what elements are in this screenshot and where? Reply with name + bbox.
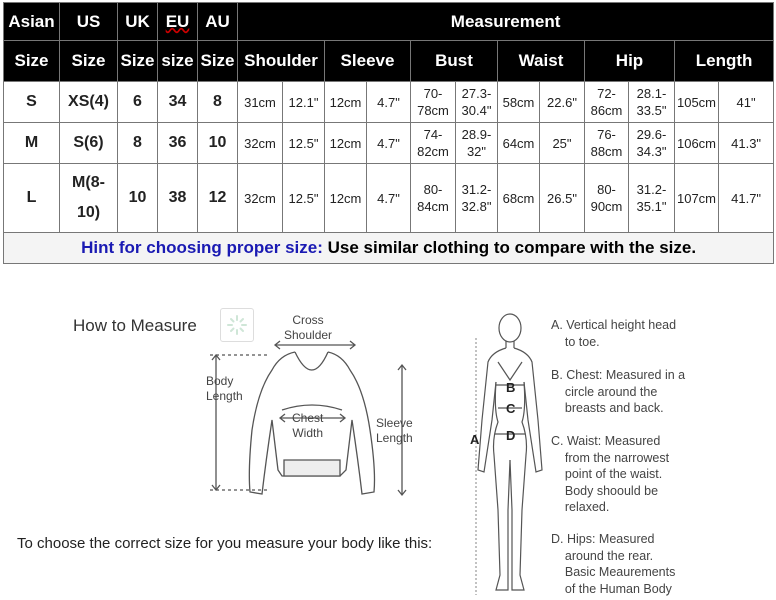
size-asian-cell: M: [4, 123, 60, 164]
measurement-cell: 106cm: [675, 123, 719, 164]
note-height: A. Vertical height head to toe.: [551, 318, 677, 349]
measurement-cell: 64cm: [498, 123, 540, 164]
size-asian-cell: S: [4, 82, 60, 123]
hint-label: Hint for choosing proper size:: [81, 238, 323, 257]
measurement-cell: 41.7": [719, 164, 774, 233]
header-measurement: Measurement: [238, 3, 774, 41]
measurement-cell: 31.2- 35.1": [629, 164, 675, 233]
measurement-cell: 12cm: [325, 82, 367, 123]
measurement-cell: 32cm: [238, 164, 283, 233]
measurement-cell: 105cm: [675, 82, 719, 123]
size-au-cell: 10: [198, 123, 238, 164]
size-asian-cell: L: [4, 164, 60, 233]
header-uk: UK: [118, 3, 158, 41]
header-uk-size: Size: [118, 41, 158, 82]
measurement-cell: 25": [540, 123, 585, 164]
how-to-measure-title: How to Measure: [73, 316, 197, 335]
note-hips: D. Hips: Measured around the rear. Basic Meaurements of the Human Body: [551, 532, 676, 596]
table-row: [4, 82, 774, 123]
size-au-cell: 8: [198, 82, 238, 123]
measurement-cell: 72- 86cm: [585, 82, 629, 123]
header-hip: Hip: [585, 41, 675, 82]
header-sleeve: Sleeve: [325, 41, 411, 82]
letter-a: A: [470, 432, 480, 447]
letter-b: B: [506, 380, 516, 395]
measurement-cell: 31cm: [238, 82, 283, 123]
measurement-cell: 12cm: [325, 123, 367, 164]
measurement-cell: 70- 78cm: [411, 82, 456, 123]
measurement-cell: 107cm: [675, 164, 719, 233]
measurement-cell: 12.1": [283, 82, 325, 123]
measurement-cell: 12.5": [283, 123, 325, 164]
measurement-cell: 31.2- 32.8": [456, 164, 498, 233]
table-row: [4, 164, 774, 233]
measurement-cell: 80- 84cm: [411, 164, 456, 233]
human-body-icon: [470, 310, 550, 600]
header-au-size: Size: [198, 41, 238, 82]
measurement-cell: 27.3- 30.4": [456, 82, 498, 123]
size-us-cell: XS(4): [60, 82, 118, 123]
size-uk-cell: 8: [118, 123, 158, 164]
header-us: US: [60, 3, 118, 41]
measurement-cell: 58cm: [498, 82, 540, 123]
size-hint: [4, 233, 774, 264]
body-length-label: Body Length: [206, 374, 243, 403]
measurement-cell: 76- 88cm: [585, 123, 629, 164]
measurement-cell: 29.6- 34.3": [629, 123, 675, 164]
header-bust: Bust: [411, 41, 498, 82]
size-au-cell: 12: [198, 164, 238, 233]
measurement-cell: 68cm: [498, 164, 540, 233]
header-au: AU: [198, 3, 238, 41]
letter-d: D: [506, 428, 516, 443]
header-asian-size: Size: [4, 41, 60, 82]
header-eu-size: size: [158, 41, 198, 82]
size-uk-cell: 10: [118, 164, 158, 233]
note-waist: C. Waist: Measured from the narrowest point of the waist. Body shoould be relaxed.: [551, 434, 670, 514]
size-uk-cell: 6: [118, 82, 158, 123]
note-chest: B. Chest: Measured in a circle around the breasts and back.: [551, 368, 686, 415]
measurement-cell: 32cm: [238, 123, 283, 164]
table-row: [4, 123, 774, 164]
header-asian: Asian: [4, 3, 60, 41]
letter-c: C: [506, 401, 516, 416]
header-shoulder: Shoulder: [238, 41, 325, 82]
measurement-cell: 28.1- 33.5": [629, 82, 675, 123]
size-eu-cell: 38: [158, 164, 198, 233]
size-eu-cell: 36: [158, 123, 198, 164]
measurement-cell: 12cm: [325, 164, 367, 233]
sleeve-length-label: Sleeve Length: [376, 416, 413, 445]
header-eu: EU: [158, 3, 198, 41]
measurement-cell: 74- 82cm: [411, 123, 456, 164]
measurement-cell: 28.9- 32": [456, 123, 498, 164]
size-us-cell: M(8- 10): [60, 164, 118, 233]
size-us-cell: S(6): [60, 123, 118, 164]
measurement-cell: 12.5": [283, 164, 325, 233]
measurement-cell: 4.7": [367, 164, 411, 233]
measurement-cell: 41.3": [719, 123, 774, 164]
measurement-cell: 80- 90cm: [585, 164, 629, 233]
chest-width-label: Chest Width: [292, 411, 324, 440]
header-us-size: Size: [60, 41, 118, 82]
cross-shoulder-label: Cross Shoulder: [284, 313, 333, 342]
size-chart-table: [3, 2, 774, 264]
header-waist: Waist: [498, 41, 585, 82]
measurement-cell: 41": [719, 82, 774, 123]
hint-text: Use similar clothing to compare with the size.: [322, 238, 697, 257]
header-length: Length: [675, 41, 774, 82]
measurement-cell: 22.6": [540, 82, 585, 123]
size-eu-cell: 34: [158, 82, 198, 123]
measurement-cell: 4.7": [367, 82, 411, 123]
measurement-cell: 4.7": [367, 123, 411, 164]
measurement-cell: 26.5": [540, 164, 585, 233]
choose-size-instruction: To choose the correct size for you measure your body like this:: [17, 535, 433, 552]
